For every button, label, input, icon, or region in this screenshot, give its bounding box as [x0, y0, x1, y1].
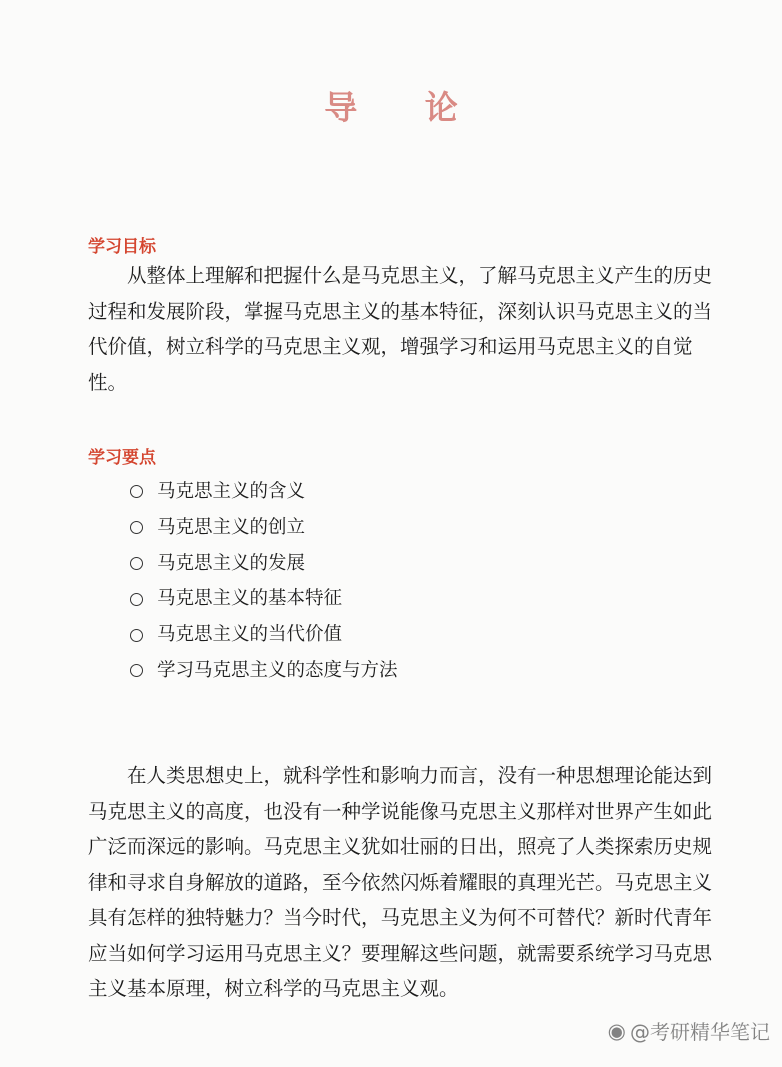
list-item-label: 马克思主义的当代价值 [157, 624, 343, 646]
list-item [130, 581, 398, 617]
objectives-heading: 学习目标 [88, 237, 156, 257]
weibo-icon: ◉ [607, 1018, 626, 1043]
key-points-list [130, 474, 398, 689]
list-item-label: 马克思主义的含义 [157, 481, 306, 502]
list-item [130, 546, 398, 582]
circle-bullet-icon [130, 593, 143, 606]
list-item [130, 653, 398, 689]
list-item-label: 马克思主义的创立 [157, 516, 306, 538]
list-item [130, 510, 398, 546]
watermark [608, 1016, 770, 1045]
list-item-label: 学习马克思主义的态度与方法 [157, 659, 398, 681]
list-item-label: 马克思主义的发展 [157, 552, 306, 574]
objectives-paragraph: 从整体上理解和把握什么是马克思主义，了解马克思主义产生的历史过程和发展阶段，掌握马克思主义的基本特征，深刻认识马克思主义的当代价值，树立科学的马克思主义观，增强学习和运用马克思主义的自觉性。 [88, 264, 713, 394]
list-item [130, 617, 398, 653]
list-item [130, 474, 398, 510]
intro-paragraph: 在人类思想史上，就科学性和影响力而言，没有一种思想理论能达到马克思主义的高度，也没有一种学说能像马克思主义那样对世界产生如此广泛而深远的影响。马克思主义犹如壮丽的日出，照亮了人类探索历史规律和寻求自身解放的道路，至今依然闪烁着耀眼的真理光芒。马克思主义具有怎样的独特魅力？当今时代，马克思主义为何不可替代？新时代青年应当如何学习运用马克思主义？要理解这些问题，就需要系统学习马克思主义基本原理，树立科学的马克思主义观。 [88, 764, 713, 1000]
circle-bullet-icon [130, 664, 143, 677]
list-item-label: 马克思主义的基本特征 [157, 588, 343, 610]
circle-bullet-icon [130, 521, 143, 534]
circle-bullet-icon [130, 557, 143, 570]
watermark-text: @考研精华笔记 [630, 1020, 770, 1044]
circle-bullet-icon [130, 485, 143, 498]
circle-bullet-icon [130, 629, 143, 642]
page-title: 导 论 [324, 88, 486, 127]
key-points-heading: 学习要点 [88, 448, 156, 468]
